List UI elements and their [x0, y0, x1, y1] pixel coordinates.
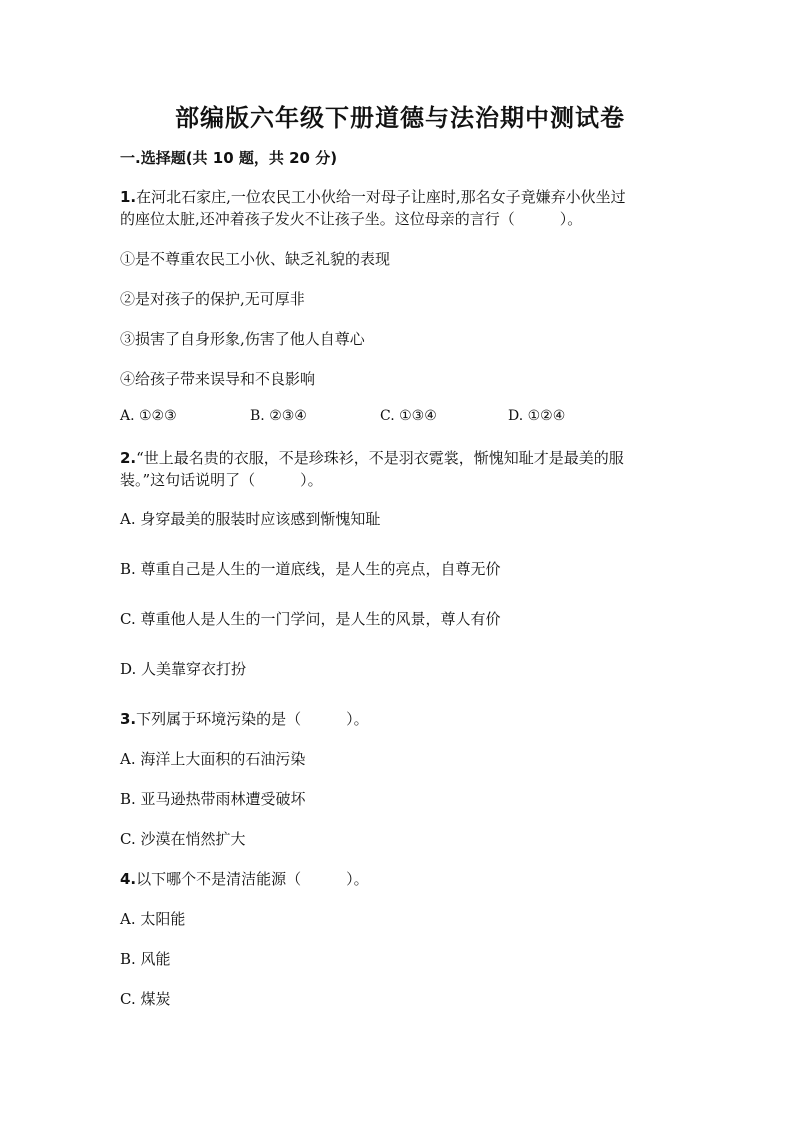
question-1-statement-2: ②是对孩子的保护,无可厚非 [120, 290, 305, 308]
section-heading: 一.选择题(共 10 题，共 20 分) [120, 149, 338, 167]
question-1-option-c: C. ①③④ [380, 408, 437, 424]
question-1-number: 1. [120, 188, 137, 206]
question-4-line-1: 4.以下哪个不是清洁能源（ ）。 [120, 870, 369, 888]
question-3-line-1: 3.下列属于环境污染的是（ ）。 [120, 710, 369, 728]
question-2-option-d: D. 人美靠穿衣打扮 [120, 660, 247, 678]
question-1-statement-4: ④给孩子带来误导和不良影响 [120, 370, 316, 388]
question-2-line-2: 装。”这句话说明了（ ）。 [120, 471, 323, 489]
question-1-statement-3: ③损害了自身形象,伤害了他人自尊心 [120, 330, 365, 348]
question-1-option-a: A. ①②③ [120, 408, 177, 424]
question-2-option-b: B. 尊重自己是人生的一道底线，是人生的亮点，自尊无价 [120, 560, 501, 578]
question-1-option-b: B. ②③④ [250, 408, 307, 424]
question-2-line-1: 2.“世上最名贵的衣服，不是珍珠衫，不是羽衣霓裳，惭愧知耻才是最美的服 [120, 449, 624, 467]
page-title: 部编版六年级下册道德与法治期中测试卷 [175, 104, 625, 132]
question-3-option-c: C. 沙漠在悄然扩大 [120, 830, 246, 848]
question-3-option-b: B. 亚马逊热带雨林遭受破坏 [120, 790, 306, 808]
question-1-line-2: 的座位太脏,还冲着孩子发火不让孩子坐。这位母亲的言行（ ）。 [120, 210, 583, 228]
question-4-number: 4. [120, 870, 137, 888]
question-1-option-d: D. ①②④ [508, 408, 566, 424]
question-2-number: 2. [120, 449, 137, 467]
question-2-option-c: C. 尊重他人是人生的一门学问，是人生的风景，尊人有价 [120, 610, 501, 628]
question-1-statement-1: ①是不尊重农民工小伙、缺乏礼貌的表现 [120, 250, 391, 268]
question-3-option-a: A. 海洋上大面积的石油污染 [120, 750, 306, 768]
question-1-line-1: 1.在河北石家庄,一位农民工小伙给一对母子让座时,那名女子竟嫌弃小伙坐过 [120, 188, 626, 206]
question-4-option-a: A. 太阳能 [120, 910, 186, 928]
question-4-option-b: B. 风能 [120, 950, 171, 968]
question-3-number: 3. [120, 710, 137, 728]
question-2-option-a: A. 身穿最美的服装时应该感到惭愧知耻 [120, 510, 381, 528]
question-4-option-c: C. 煤炭 [120, 990, 171, 1008]
